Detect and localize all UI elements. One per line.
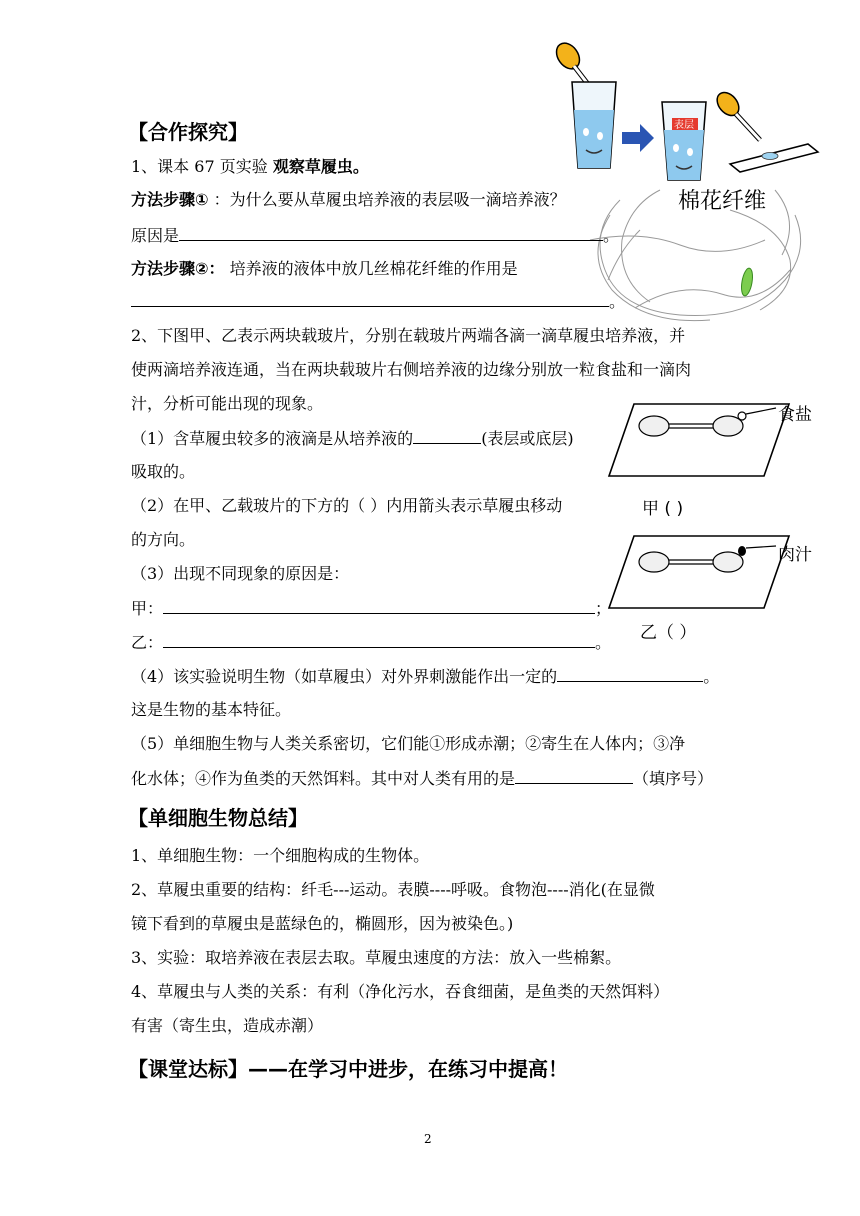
q2-intro-1: 2、下图甲、乙表示两块载玻片，分别在载玻片两端各滴一滴草履虫培养液，并 (131, 326, 686, 345)
section-title-cooperative-inquiry: 【合作探究】 (128, 120, 248, 144)
q2-sub2-cont: 的方向。 (131, 530, 196, 549)
yi-direction-label: 乙（ ） (640, 623, 697, 643)
step2-text: 培养液的液体中放几丝棉花纤维的作用是 (229, 259, 518, 278)
sub4-period: 。 (703, 667, 720, 686)
q1-topic: 观察草履虫。 (272, 157, 369, 176)
step2-blank[interactable] (131, 290, 609, 307)
sub5-text: 化水体；④作为鱼类的天然饵料。其中对人类有用的是 (131, 769, 516, 788)
page-number: 2 (424, 1132, 432, 1146)
meat-juice-label: 肉汁 (778, 545, 812, 565)
yi-prefix: 乙： (131, 633, 164, 652)
yi-blank[interactable] (163, 631, 595, 648)
summary-line-6: 有害（寄生虫，造成赤潮） (131, 1016, 324, 1035)
q2-sub4-cont: 这是生物的基本特征。 (131, 700, 292, 719)
reason-blank[interactable] (179, 224, 603, 241)
cotton-experiment-illustration (550, 40, 830, 330)
jia-prefix: 甲： (131, 599, 164, 618)
q1-step2 (131, 258, 518, 280)
q2-sub5-cont (131, 767, 713, 790)
jia-blank[interactable] (163, 597, 595, 614)
reason-period: 。 (603, 226, 620, 245)
summary-line-3: 镜下看到的草履虫是蓝绿色的，椭圆形，因为被染色。) (131, 914, 514, 933)
reason-prefix: 原因是 (131, 226, 180, 245)
q1-intro: 1、课本 67 页实验 (131, 157, 268, 176)
q2-sub3: （3）出现不同现象的原因是： (131, 564, 350, 583)
q1-line (131, 156, 369, 178)
step2-period: 。 (609, 292, 626, 311)
salt-label: 食盐 (778, 405, 812, 425)
sub5-hint: （填序号） (633, 769, 714, 788)
sub5-blank[interactable] (515, 767, 633, 784)
q2-sub1-cont: 吸取的。 (131, 462, 196, 481)
q1-step2-answer (131, 290, 625, 313)
sub1-blank[interactable] (413, 427, 481, 444)
step1-text: ：为什么要从草履虫培养液的表层吸一滴培养液？ (213, 190, 566, 209)
section-title-classroom (128, 1053, 568, 1082)
summary-line-5: 4、草履虫与人类的关系：有利（净化污水，吞食细菌，是鱼类的天然饵料） (131, 982, 670, 1001)
jia-semicolon: ； (595, 599, 612, 618)
classroom-title: 【课堂达标】 (128, 1057, 248, 1081)
q2-jia-answer (131, 597, 611, 620)
q2-sub5: （5）单细胞生物与人类关系密切，它们能①形成赤潮；②寄生在人体内；③净 (131, 734, 686, 753)
summary-line-2: 2、草履虫重要的结构：纤毛---运动。表膜----呼吸。食物泡----消化(在显微 (131, 880, 655, 899)
sub4-text: （4）该实验说明生物（如草履虫）对外界刺激能作出一定的 (131, 667, 558, 686)
slides-diagram (604, 396, 814, 646)
classroom-slogan: ——在学习中进步，在练习中提高！ (248, 1057, 568, 1081)
q2-intro-2: 使两滴培养液连通，当在两块载玻片右侧培养液的边缘分别放一粒食盐和一滴肉 (131, 360, 692, 379)
step2-label: 方法步骤②： (131, 259, 225, 278)
q1-reason (131, 224, 619, 247)
q2-yi-answer (131, 631, 611, 654)
cotton-fiber-label: 棉花纤维 (678, 189, 767, 214)
sub4-blank[interactable] (557, 665, 703, 682)
surface-layer-label: 表层 (674, 120, 694, 131)
q2-sub2: （2）在甲、乙载玻片的下方的（ ）内用箭头表示草履虫移动 (131, 496, 563, 515)
sub1-options: (表层或底层) (481, 429, 574, 448)
q2-sub1 (131, 427, 574, 450)
jia-direction-label: 甲 ( ) (642, 499, 684, 519)
summary-line-4: 3、实验：取培养液在表层去取。草履虫速度的方法：放入一些棉絮。 (131, 948, 622, 967)
q2-intro-3: 汁，分析可能出现的现象。 (131, 394, 324, 413)
step1-label: 方法步骤① (131, 190, 209, 209)
q1-step1 (131, 189, 566, 211)
summary-line-1: 1、单细胞生物：一个细胞构成的生物体。 (131, 846, 430, 865)
sub1-text: （1）含草履虫较多的液滴是从培养液的 (131, 429, 414, 448)
yi-period: 。 (595, 633, 612, 652)
q2-sub4 (131, 665, 719, 688)
section-title-summary: 【单细胞生物总结】 (128, 806, 308, 830)
